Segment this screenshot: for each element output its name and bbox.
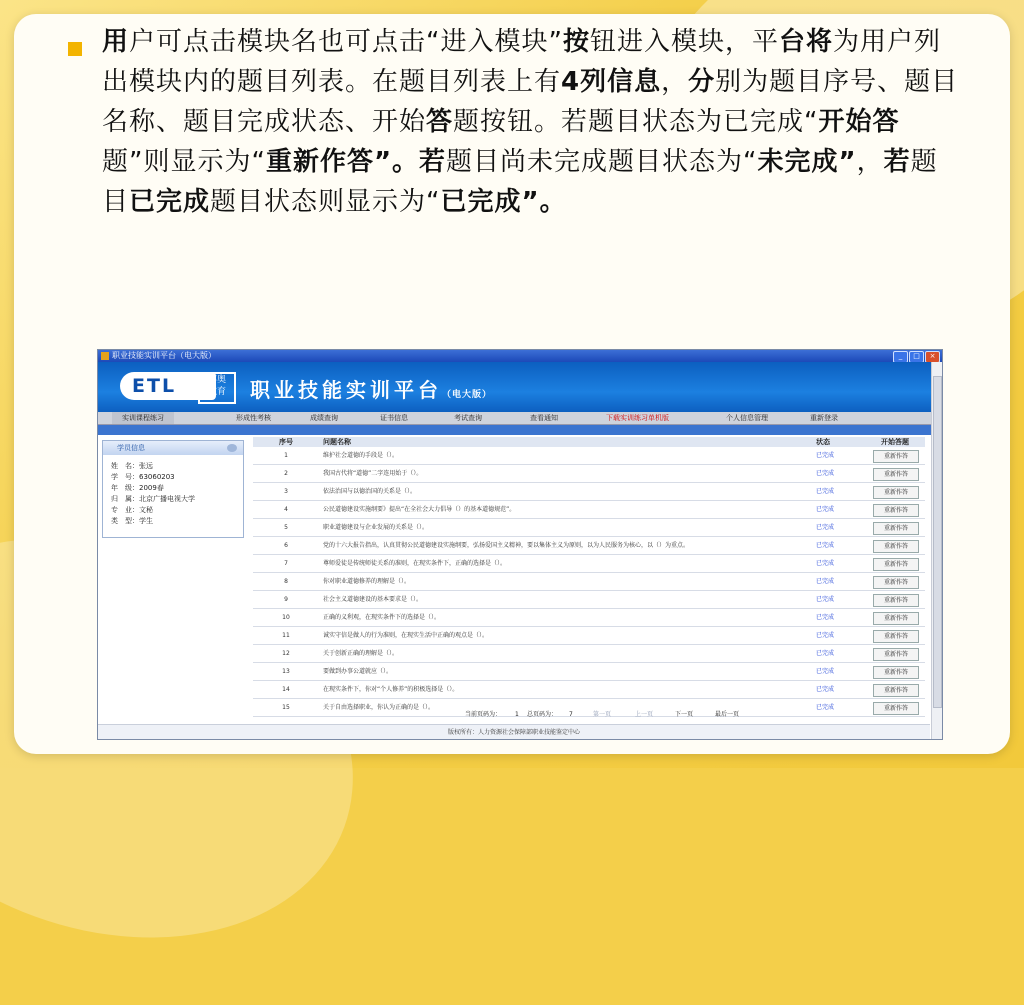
question-status: 已完成 — [816, 524, 835, 531]
banner-title — [250, 374, 492, 403]
question-no: 2 — [284, 470, 288, 477]
reanswer-button[interactable]: 重新作答 — [873, 702, 919, 715]
bullet-square-icon — [68, 42, 82, 56]
student-info-header — [103, 441, 243, 455]
paragraph-segment: 按 — [562, 27, 590, 57]
first-page-link[interactable]: 第一页 — [593, 711, 612, 718]
table-row — [253, 465, 925, 483]
paragraph-segment: 重新作答”。若 — [265, 147, 447, 177]
question-no: 12 — [282, 650, 290, 657]
reanswer-button[interactable]: 重新作答 — [873, 468, 919, 481]
table-row — [253, 591, 925, 609]
question-no: 7 — [284, 560, 288, 567]
menu-item[interactable]: 成绩查询 — [310, 414, 338, 422]
question-no: 8 — [284, 578, 288, 585]
collapse-icon[interactable] — [227, 444, 237, 452]
reanswer-button[interactable]: 重新作答 — [873, 450, 919, 463]
student-field: 类 型：学生 — [111, 517, 153, 525]
reanswer-button[interactable]: 重新作答 — [873, 486, 919, 499]
total-page-value: 7 — [569, 711, 573, 718]
question-status: 已完成 — [816, 506, 835, 513]
logo-text: ETL — [132, 375, 177, 397]
paragraph-segment: 分 — [688, 67, 716, 97]
last-page-link[interactable]: 最后一页 — [715, 711, 740, 718]
question-name: 尊师爱徒是传统师徒关系的准则，在现实条件下，正确的选择是（）。 — [323, 560, 507, 567]
page-footer: 版权所有：人力资源社会保障部职业技能鉴定中心 — [98, 724, 930, 740]
question-name: 正确的义利观，在现实条件下的选择是（）。 — [323, 614, 441, 621]
student-info-title: 学员信息 — [117, 444, 145, 452]
menu-item[interactable]: 个人信息管理 — [726, 414, 768, 422]
reanswer-button[interactable]: 重新作答 — [873, 612, 919, 625]
paragraph-segment: 用 — [102, 27, 130, 57]
student-field: 学 号：63060203 — [111, 473, 175, 481]
table-row — [253, 537, 925, 555]
reanswer-button[interactable]: 重新作答 — [873, 504, 919, 517]
main-content — [98, 436, 930, 739]
menu-item[interactable]: 证书信息 — [380, 414, 408, 422]
question-status: 已完成 — [816, 578, 835, 585]
paragraph-segment: ， — [856, 147, 884, 177]
reanswer-button[interactable]: 重新作答 — [873, 666, 919, 679]
question-status: 已完成 — [816, 470, 835, 477]
question-no: 1 — [284, 452, 288, 459]
menu-item[interactable]: 考试查询 — [454, 414, 482, 422]
reanswer-button[interactable]: 重新作答 — [873, 684, 919, 697]
table-row — [253, 645, 925, 663]
paragraph-segment: 4列信息 — [561, 67, 662, 97]
table-row — [253, 609, 925, 627]
header-status: 状态 — [816, 438, 830, 446]
question-name: 在现实条件下，你对“个人修养”的积极选择是（）。 — [323, 686, 459, 693]
banner-title-text: 职业技能实训平台 — [250, 378, 442, 402]
table-row — [253, 573, 925, 591]
question-no: 3 — [284, 488, 288, 495]
current-page-value: 1 — [515, 711, 519, 718]
question-status: 已完成 — [816, 560, 835, 567]
question-name: 依法治国与以德治国的关系是（）。 — [323, 488, 417, 495]
reanswer-button[interactable]: 重新作答 — [873, 522, 919, 535]
question-no: 11 — [282, 632, 290, 639]
table-row — [253, 555, 925, 573]
question-table — [253, 437, 925, 717]
menu-item[interactable]: 形成性考核 — [236, 414, 271, 422]
window-titlebar — [98, 350, 942, 362]
paragraph-segment: 台将 — [779, 27, 834, 57]
table-row — [253, 627, 925, 645]
question-no: 5 — [284, 524, 288, 531]
paragraph-segment: 若 — [883, 147, 911, 177]
maximize-icon[interactable]: □ — [909, 351, 924, 363]
question-no: 9 — [284, 596, 288, 603]
app-window — [97, 349, 943, 740]
question-name: 诚实守信是做人的行为准则，在现实生活中正确的观点是（）。 — [323, 632, 489, 639]
menu-item[interactable]: 重新登录 — [810, 414, 838, 422]
table-row — [253, 519, 925, 537]
student-info-body — [103, 455, 243, 533]
total-page-label: 总页码为： — [527, 711, 558, 718]
question-name: 要做到办事公道就应（）。 — [323, 668, 393, 675]
reanswer-button[interactable]: 重新作答 — [873, 594, 919, 607]
question-status: 已完成 — [816, 596, 835, 603]
prev-page-link[interactable]: 上一页 — [635, 711, 654, 718]
close-icon[interactable]: × — [925, 351, 940, 363]
paragraph-segment: 未完成” — [757, 147, 857, 177]
header-no: 序号 — [279, 438, 293, 446]
menu-item[interactable]: 查看通知 — [530, 414, 558, 422]
scrollbar-thumb[interactable] — [933, 376, 942, 708]
student-field: 专 业：文秘 — [111, 506, 153, 514]
vertical-scrollbar[interactable] — [931, 362, 942, 739]
header-name: 问题名称 — [323, 438, 351, 446]
menu-divider — [98, 425, 942, 435]
question-status: 已完成 — [816, 650, 835, 657]
question-name: 党的十六大报告指出，认真贯彻公民道德建设实施纲要，弘扬爱国主义精神，要以集体主义为原则，以为人民服务为核心，以（）为重点。 — [323, 542, 690, 549]
paragraph-segment: 为用户列出模块内的题目列表。在题目列表上有 — [102, 27, 942, 97]
logo-box — [198, 372, 236, 404]
app-icon — [101, 352, 109, 360]
table-row — [253, 681, 925, 699]
pagination — [253, 708, 925, 722]
question-name: 关于创新正确的理解是（）。 — [323, 650, 399, 657]
table-row — [253, 483, 925, 501]
question-status: 已完成 — [816, 542, 835, 549]
table-row — [253, 447, 925, 465]
site-banner — [98, 362, 942, 412]
question-no: 14 — [282, 686, 290, 693]
question-status: 已完成 — [816, 704, 835, 711]
paragraph-segment: 户可点击模块名也可点击“进入模块” — [129, 27, 563, 57]
paragraph-segment: 开始答 — [818, 107, 900, 137]
next-page-link[interactable]: 下一页 — [675, 711, 694, 718]
logo-box-line: 博奥 — [207, 375, 226, 385]
menu-item[interactable]: 下载实训练习单机版 — [606, 414, 669, 422]
paragraph-segment: 题按钮。若题目状态为已完成“ — [453, 107, 819, 137]
main-menu — [98, 412, 942, 425]
question-status: 已完成 — [816, 668, 835, 675]
student-field: 姓 名：张远 — [111, 462, 153, 470]
banner-subtitle: （电大版） — [442, 390, 493, 400]
question-no: 4 — [284, 506, 288, 513]
question-no: 15 — [282, 704, 290, 711]
paragraph-segment: 钮进入模块，平 — [589, 27, 779, 57]
reanswer-button[interactable]: 重新作答 — [873, 558, 919, 571]
paragraph-segment: ， — [661, 67, 689, 97]
question-name: 维护社会道德的手段是（）。 — [323, 452, 399, 459]
reanswer-button[interactable]: 重新作答 — [873, 576, 919, 589]
minimize-icon[interactable]: _ — [893, 351, 908, 363]
paragraph-segment: 已完成 — [129, 187, 211, 217]
question-name: 社会主义道德建设的基本要求是（）。 — [323, 596, 423, 603]
question-no: 10 — [282, 614, 290, 621]
reanswer-button[interactable]: 重新作答 — [873, 540, 919, 553]
table-row — [253, 663, 925, 681]
slide-paragraph — [102, 22, 962, 222]
question-name: 职业道德建设与企业发展的关系是（）。 — [323, 524, 429, 531]
question-status: 已完成 — [816, 614, 835, 621]
student-field: 归 属：北京广播电视大学 — [111, 495, 195, 503]
paragraph-segment: 题”则显示为“ — [102, 147, 266, 177]
table-row — [253, 501, 925, 519]
reanswer-button[interactable]: 重新作答 — [873, 648, 919, 661]
question-status: 已完成 — [816, 488, 835, 495]
paragraph-segment: 已完成”。 — [440, 187, 567, 217]
header-action: 开始答题 — [881, 438, 909, 446]
student-field: 年 级：2009春 — [111, 484, 164, 492]
student-info-panel — [102, 440, 244, 538]
question-no: 13 — [282, 668, 290, 675]
paragraph-segment: 题目状态则显示为“ — [210, 187, 441, 217]
question-name: 我国古代将“道德”二字连用始于（）。 — [323, 470, 423, 477]
paragraph-segment: 题目尚未完成题目状态为“ — [446, 147, 758, 177]
current-page-label: 当前页码为： — [465, 711, 502, 718]
question-name: 关于自由选择职业，你认为正确的是（）。 — [323, 704, 435, 711]
menu-item[interactable]: 实训课程练习 — [112, 412, 174, 424]
table-header — [253, 437, 925, 447]
question-name: 你对职业道德修养的理解是（）。 — [323, 578, 411, 585]
question-status: 已完成 — [816, 632, 835, 639]
question-no: 6 — [284, 542, 288, 549]
paragraph-segment: 答 — [426, 107, 454, 137]
logo-box-line: 教育 — [207, 387, 226, 397]
question-status: 已完成 — [816, 686, 835, 693]
paragraph-segment: 题目 — [102, 147, 938, 217]
reanswer-button[interactable]: 重新作答 — [873, 630, 919, 643]
question-status: 已完成 — [816, 452, 835, 459]
question-name: 公民道德建设实施纲要》提出“在全社会大力倡导（）的基本道德规范”。 — [323, 506, 516, 513]
window-title: 职业技能实训平台（电大版） — [112, 351, 216, 360]
paragraph-segment: 别为题目序号、题目名称、题目完成状态、开始 — [102, 67, 959, 137]
